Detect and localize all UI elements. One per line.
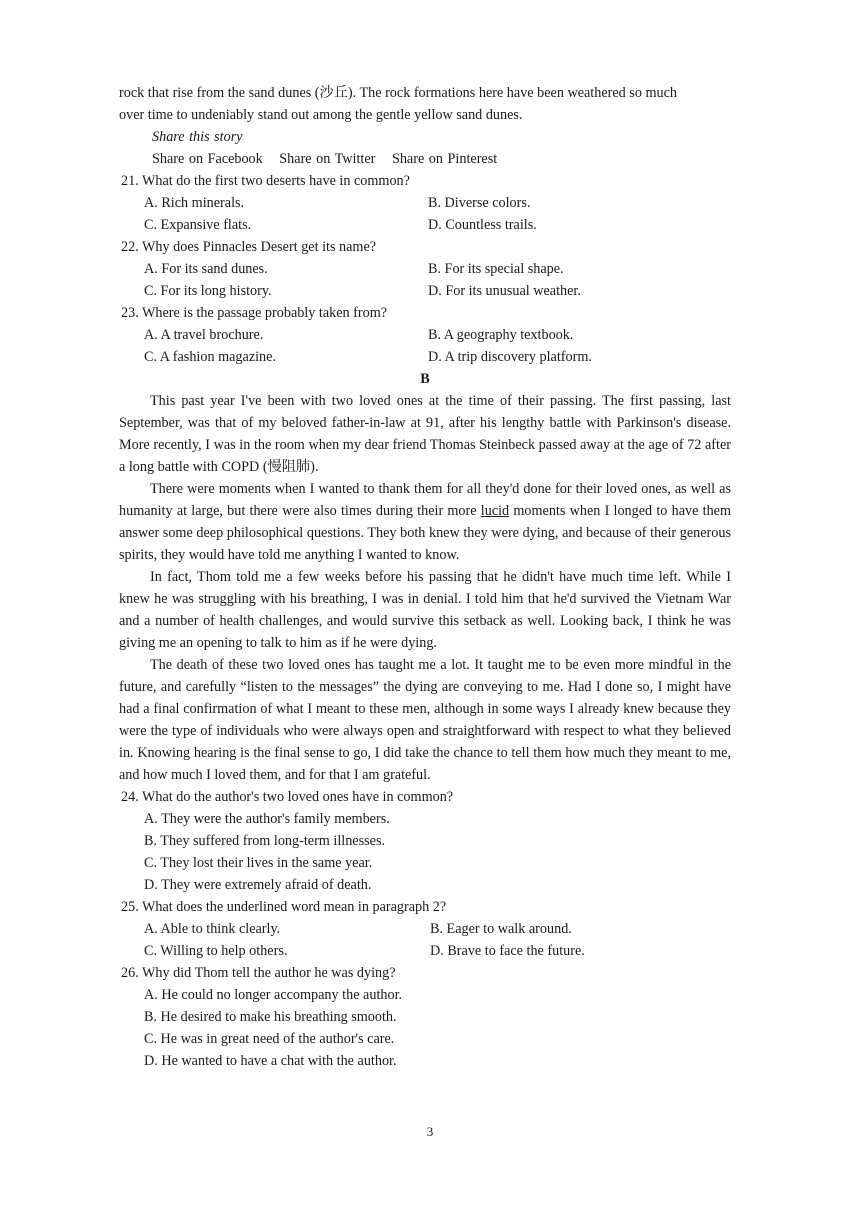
question-21-stem: 21. What do the first two deserts have in common?	[121, 173, 410, 189]
share-pinterest-link[interactable]: Share on Pinterest	[391, 151, 498, 167]
share-facebook-link[interactable]: Share on Facebook	[152, 151, 263, 167]
option-21-a: A. Rich minerals.	[144, 195, 245, 211]
passage-paragraph-4: The death of these two loved ones has taught me a lot. It taught me to be even more mindful in the future, and carefully “listen to the messages” the dying are conveying to me. Had I done so, I might have had a final confirmation of what I meant to these men, although in some ways I already knew because they were the type of individuals who were always open and straightforward with respect to what they believed in. Knowing hearing is the final sense to go, I did take the chance to tell them how much they meant to me, and how much I loved them, and for that I am grateful.	[119, 657, 731, 783]
question-23-options	[119, 324, 731, 368]
option-25-a: A. Able to think clearly.	[144, 921, 281, 937]
option-23-c: C. A fashion magazine.	[144, 349, 276, 365]
share-heading: Share this story	[152, 129, 243, 145]
question-25-stem: 25. What does the underlined word mean in paragraph 2?	[121, 899, 447, 915]
question-26-options	[119, 984, 731, 1072]
option-25-b: B. Eager to walk around.	[430, 921, 572, 937]
option-23-b: B. A geography textbook.	[428, 327, 574, 343]
paragraph-2-text-before: There were moments when I wanted to thank them for all they'd done for their loved ones, as well as humanity at large, but there were also times during their more	[119, 481, 731, 519]
question-24-options	[119, 808, 731, 896]
option-24-b: B. They suffered from long-term illnesses.	[144, 833, 386, 849]
share-links	[119, 148, 731, 170]
passage-b	[119, 390, 731, 786]
paragraph-2-text-after: moments when I longed to have them answer some deep philosophical questions. They both knew they were dying, and because of their generous spirits, they would have told me anything I wanted to know.	[119, 503, 731, 563]
option-22-c: C. For its long history.	[144, 283, 272, 299]
question-26-stem: 26. Why did Thom tell the author he was dying?	[121, 965, 396, 981]
passage-paragraph-1: This past year I've been with two loved ones at the time of their passing. The first passing, last September, was that of my beloved father-in-law at 91, after his lengthy battle with Parkinson's disease. More recently, I was in the room when my dear friend Thomas Steinbeck passed away at the age of 72 after a long battle with COPD (慢阻肺).	[119, 393, 731, 475]
passage-paragraph-2	[119, 478, 731, 566]
option-23-a: A. A travel brochure.	[144, 327, 264, 343]
question-23-stem: 23. Where is the passage probably taken from?	[121, 305, 388, 321]
page-number: 3	[426, 1124, 434, 1139]
option-25-d: D. Brave to face the future.	[430, 943, 585, 959]
underlined-word: lucid	[480, 503, 510, 519]
option-21-d: D. Countless trails.	[428, 217, 537, 233]
option-26-c: C. He was in great need of the author's care.	[144, 1031, 395, 1047]
option-21-b: B. Diverse colors.	[428, 195, 531, 211]
option-22-b: B. For its special shape.	[428, 261, 564, 277]
option-24-d: D. They were extremely afraid of death.	[144, 877, 372, 893]
section-b-heading: B	[420, 371, 430, 387]
option-23-d: D. A trip discovery platform.	[428, 349, 592, 365]
option-24-a: A. They were the author's family members.	[144, 811, 390, 827]
page-content	[119, 82, 731, 1072]
option-25-c: C. Willing to help others.	[144, 943, 288, 959]
option-22-a: A. For its sand dunes.	[144, 261, 268, 277]
option-24-c: C. They lost their lives in the same year.	[144, 855, 373, 871]
option-26-b: B. He desired to make his breathing smooth.	[144, 1009, 397, 1025]
option-26-d: D. He wanted to have a chat with the author.	[144, 1053, 397, 1069]
question-22-stem: 22. Why does Pinnacles Desert get its name?	[121, 239, 377, 255]
option-26-a: A. He could no longer accompany the author.	[144, 987, 403, 1003]
question-22-options	[119, 258, 731, 302]
question-21-options	[119, 192, 731, 236]
option-22-d: D. For its unusual weather.	[428, 283, 581, 299]
question-24-stem: 24. What do the author's two loved ones have in common?	[121, 789, 454, 805]
passage-paragraph-3: In fact, Thom told me a few weeks before his passing that he didn't have much time left. While I knew he was struggling with his breathing, I was in denial. I told him that he'd survived the Vietnam War and a number of health challenges, and would survive this setback as well. Looking back, I think he was giving me an opening to talk to him as if he were dying.	[119, 569, 731, 651]
intro-line-1: rock that rise from the sand dunes (沙丘). The rock formations here have been weathered so much	[119, 85, 677, 101]
question-25-options	[119, 918, 731, 962]
option-21-c: C. Expansive flats.	[144, 217, 252, 233]
intro-line-2: over time to undeniably stand out among the gentle yellow sand dunes.	[119, 107, 523, 123]
share-twitter-link[interactable]: Share on Twitter	[279, 151, 376, 167]
